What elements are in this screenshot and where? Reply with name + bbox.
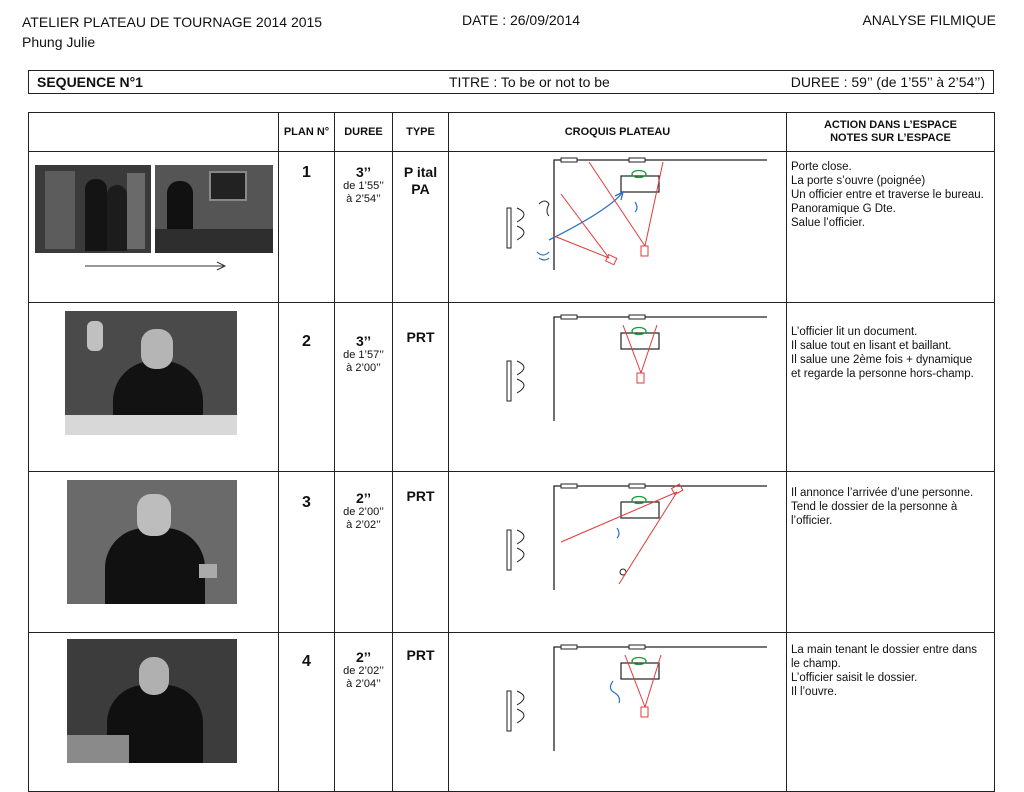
set-sketch-cell (449, 472, 787, 633)
plan-number: 1 (279, 152, 335, 303)
document-type: ANALYSE FILMIQUE (862, 12, 996, 28)
set-sketch-1 (449, 152, 787, 290)
film-still-door (35, 165, 151, 253)
note-line: Salue l’officier. (791, 217, 865, 229)
duration-from: de 1’55’’ (343, 180, 384, 192)
type-line-2: PA (411, 181, 430, 197)
plan-duration (335, 303, 393, 472)
set-sketch-cell (449, 152, 787, 303)
note-line: Il salue une 2ème fois + dynamique (791, 354, 973, 366)
duration-from: de 2’00’’ (343, 506, 384, 518)
type-line-1: PRT (406, 329, 435, 345)
type-line-1: P ital (403, 164, 438, 180)
sequence-duration: DUREE : 59’’ (de 1’55’’ à 2’54’’) (790, 74, 985, 90)
header-plan: PLAN N° (279, 113, 335, 152)
note-line: Porte close. (791, 161, 852, 173)
header-action-line-1: ACTION DANS L’ESPACE (823, 119, 958, 131)
note-line: L’officier saisit le dossier. (791, 672, 918, 684)
set-sketch-cell (449, 633, 787, 792)
type-line-1: PRT (406, 488, 435, 504)
table-header-row (29, 113, 995, 152)
duration-value: 2’’ (355, 490, 372, 506)
film-still-dossier (67, 639, 237, 763)
header-croquis: CROQUIS PLATEAU (449, 113, 787, 152)
note-line: La main tenant le dossier entre dans (791, 644, 978, 656)
plan-type (393, 152, 449, 303)
header-action-line-2: NOTES SUR L’ESPACE (830, 132, 951, 144)
shot-image-cell (29, 472, 279, 633)
document-header-left (22, 12, 322, 52)
type-line-1: PRT (406, 647, 435, 663)
note-line: L’officier lit un document. (791, 326, 918, 338)
action-notes (787, 152, 995, 303)
header-image (29, 113, 279, 152)
action-notes (787, 472, 995, 633)
note-line: Un officier entre et traverse le bureau. (791, 189, 984, 201)
plan-duration (335, 152, 393, 303)
header-type: TYPE (393, 113, 449, 152)
duration-to: à 2’00’’ (346, 362, 381, 374)
duration-to: à 2’02’’ (346, 519, 381, 531)
shot-table (28, 112, 995, 792)
plan-duration (335, 472, 393, 633)
set-sketch-2 (449, 303, 787, 441)
header-action (787, 113, 995, 152)
sequence-number: SEQUENCE N°1 (37, 74, 143, 90)
set-sketch-cell (449, 303, 787, 472)
table-row (29, 152, 995, 303)
sequence-bar (28, 70, 994, 94)
set-sketch-4 (449, 633, 787, 771)
duration-value: 2’’ (355, 649, 372, 665)
note-line: Tend le dossier de la personne à (791, 501, 958, 513)
table-row (29, 472, 995, 633)
note-line: La porte s’ouvre (poignée) (791, 175, 926, 187)
document-date: DATE : 26/09/2014 (462, 12, 581, 28)
note-line: Panoramique G Dte. (791, 203, 896, 215)
plan-number: 2 (279, 303, 335, 472)
film-still-desk (155, 165, 273, 253)
duration-value: 3’’ (355, 164, 372, 180)
shot-image-cell (29, 152, 279, 303)
note-line: Il salue tout en lisant et baillant. (791, 340, 952, 352)
duration-to: à 2’04’’ (346, 678, 381, 690)
shot-image-cell (29, 633, 279, 792)
note-line: l’officier. (791, 515, 833, 527)
table-row (29, 633, 995, 792)
note-line: le champ. (791, 658, 841, 670)
duration-from: de 2’02’’ (343, 665, 384, 677)
table-row (29, 303, 995, 472)
film-still-salute (65, 311, 237, 435)
author-name: Phung Julie (22, 34, 96, 50)
plan-duration (335, 633, 393, 792)
plan-number: 4 (279, 633, 335, 792)
plan-type (393, 633, 449, 792)
plan-number: 3 (279, 472, 335, 633)
plan-type (393, 303, 449, 472)
set-sketch-3 (449, 472, 787, 610)
duration-value: 3’’ (355, 333, 372, 349)
duration-from: de 1’57’’ (343, 349, 384, 361)
film-still-officer (67, 480, 237, 604)
note-line: Il annonce l’arrivée d’une personne. (791, 487, 974, 499)
sequence-title: TITRE : To be or not to be (449, 74, 610, 90)
action-notes (787, 633, 995, 792)
plan-type (393, 472, 449, 633)
duration-to: à 2’54’’ (346, 193, 381, 205)
header-duree: DUREE (335, 113, 393, 152)
workshop-title: ATELIER PLATEAU DE TOURNAGE 2014 2015 (22, 14, 323, 30)
note-line: et regarde la personne hors-champ. (791, 368, 974, 380)
shot-image-cell (29, 303, 279, 472)
note-line: Il l’ouvre. (791, 686, 838, 698)
action-notes (787, 303, 995, 472)
